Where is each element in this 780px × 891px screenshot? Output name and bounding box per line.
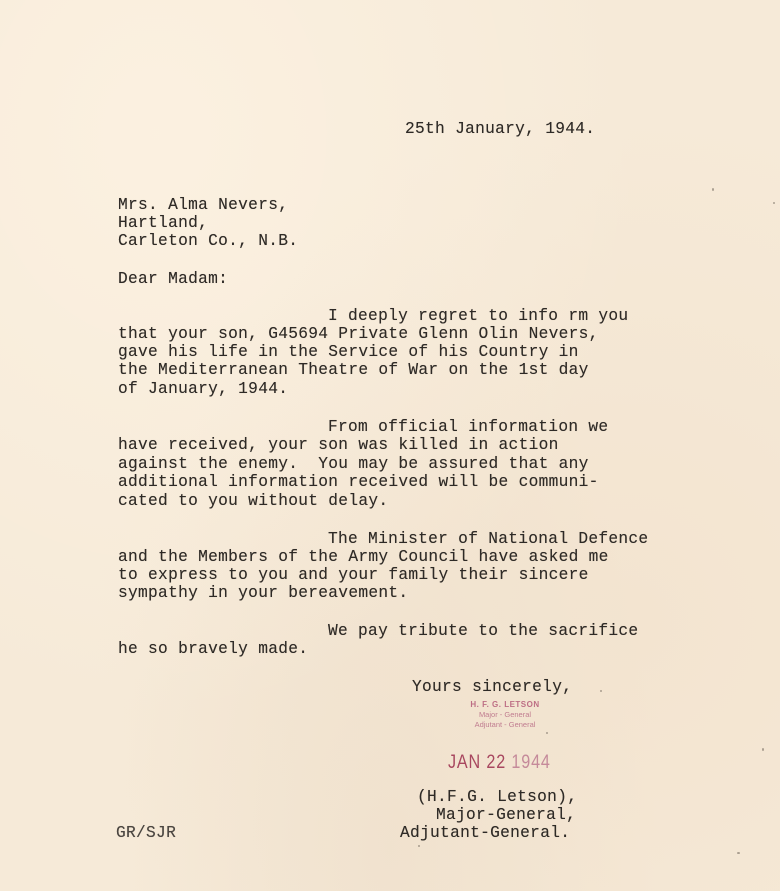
paragraph-line: gave his life in the Service of his Country in xyxy=(118,343,579,361)
signatory-title: Adjutant-General. xyxy=(400,824,571,842)
recipient-county: Carleton Co., N.B. xyxy=(118,232,299,250)
paragraph-line: We pay tribute to the sacrifice xyxy=(328,622,639,640)
paragraph-line: the Mediterranean Theatre of War on the 1st day xyxy=(118,361,589,379)
closing: Yours sincerely, xyxy=(412,678,573,696)
paragraph-line: additional information received will be communi- xyxy=(118,473,599,491)
paragraph-line: he so bravely made. xyxy=(118,640,309,658)
paragraph-line: I deeply regret to info rm you xyxy=(328,307,629,325)
letter-date: 25th January, 1944. xyxy=(405,120,596,138)
paragraph-line: and the Members of the Army Council have asked me xyxy=(118,548,609,566)
paragraph-line: sympathy in your bereavement. xyxy=(118,584,409,602)
stamp-month-day: JAN 22 xyxy=(448,752,507,773)
stamp-year: 1944 xyxy=(511,752,551,773)
paragraph-line: From official information we xyxy=(328,418,609,436)
paper-speck xyxy=(600,690,602,692)
paragraph-line: to express to you and your family their sincere xyxy=(118,566,589,584)
signatory-rank: Major-General, xyxy=(436,806,577,824)
paragraph-line: The Minister of National Defence xyxy=(328,530,649,548)
salutation: Dear Madam: xyxy=(118,270,229,288)
date-received-stamp xyxy=(448,752,551,774)
recipient-town: Hartland, xyxy=(118,214,209,232)
reference-initials: GR/SJR xyxy=(116,824,177,842)
signature-stamp xyxy=(440,700,570,730)
paragraph-line: against the enemy. You may be assured that any xyxy=(118,455,589,473)
stamp-name: H. F. G. LETSON xyxy=(470,700,540,709)
paragraph-line: cated to you without delay. xyxy=(118,492,389,510)
recipient-name: Mrs. Alma Nevers, xyxy=(118,196,289,214)
stamp-title: Adjutant - General xyxy=(474,720,536,729)
paragraph-line: of January, 1944. xyxy=(118,380,289,398)
paragraph-line: that your son, G45694 Private Glenn Olin Nevers, xyxy=(118,325,599,343)
paragraph-line: have received, your son was killed in action xyxy=(118,436,559,454)
stamp-rank: Major - General xyxy=(478,710,532,719)
paper-speck xyxy=(762,748,764,751)
paper-speck xyxy=(712,188,714,191)
paper-speck xyxy=(773,202,775,204)
paper-speck xyxy=(546,732,548,734)
paper-speck xyxy=(737,852,740,854)
signatory-name: (H.F.G. Letson), xyxy=(417,788,578,806)
paper-speck xyxy=(418,845,420,847)
